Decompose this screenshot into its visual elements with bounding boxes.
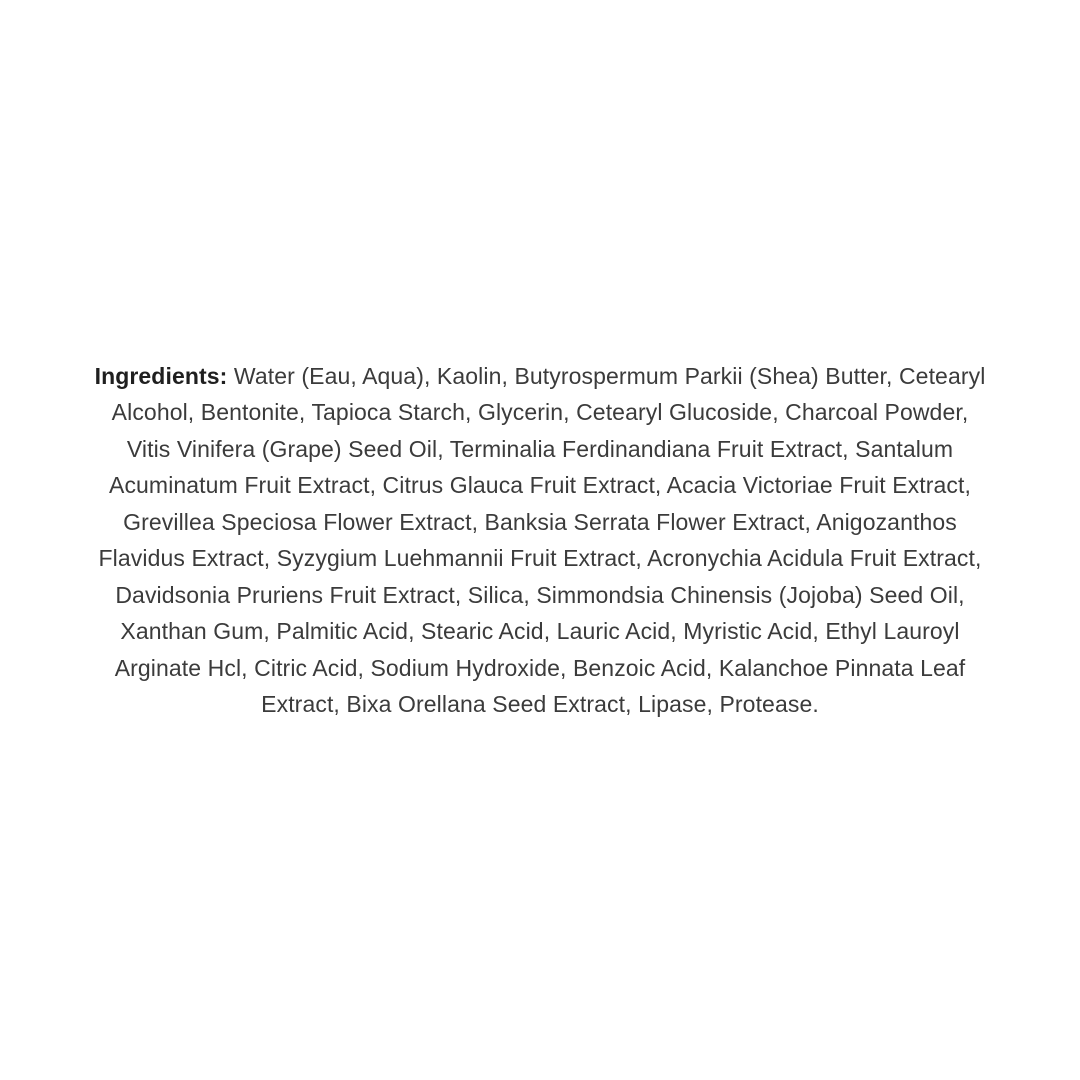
- ingredients-label: Ingredients:: [94, 362, 228, 389]
- ingredients-paragraph: [88, 358, 993, 723]
- ingredients-text: Water (Eau, Aqua), Kaolin, Butyrospermum Parkii (Shea) Butter, Cetearyl Alcohol, Bentonite, Tapioca Starch, Glycerin, Cetearyl Glucoside, Charcoal Powder, Vitis Vinifera (Grape) Seed Oil, Terminalia Ferdinandiana Fruit Extract, Santalum Acuminatum Fruit Extract, Citrus Glauca Fruit Extract, Acacia Victoriae Fruit Extract, Grevillea Speciosa Flower Extract, Banksia Serrata Flower Extract, Anigozanthos Flavidus Extract, Syzygium Luehmannii Fruit Extract, Acronychia Acidula Fruit Extract, Davidsonia Pruriens Fruit Extract, Silica, Simmondsia Chinensis (Jojoba) Seed Oil, Xanthan Gum, Palmitic Acid, Stearic Acid, Lauric Acid, Myristic Acid, Ethyl Lauroyl Arginate Hcl, Citric Acid, Sodium Hydroxide, Benzoic Acid, Kalanchoe Pinnata Leaf Extract, Bixa Orellana Seed Extract, Lipase, Protease.: [98, 362, 986, 717]
